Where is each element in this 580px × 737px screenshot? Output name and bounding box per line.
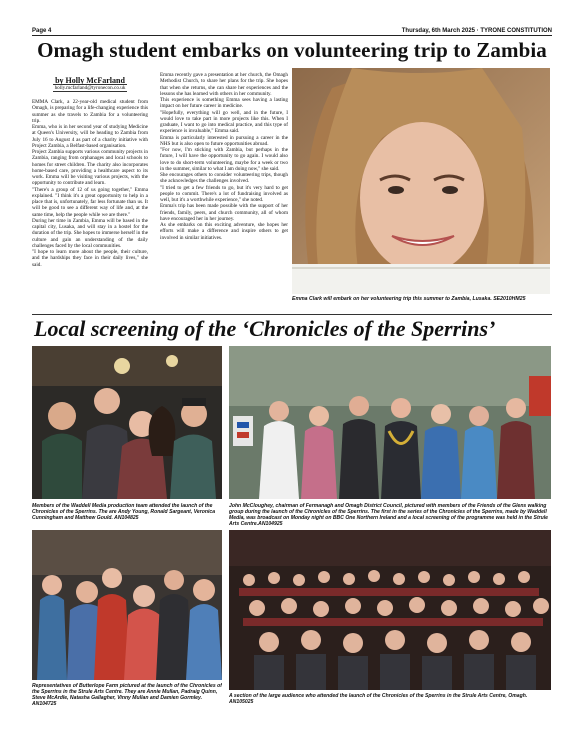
author-email[interactable] bbox=[32, 85, 148, 91]
story-column-1 bbox=[32, 72, 148, 314]
page-header bbox=[32, 24, 552, 36]
story-headline-sperrins: Local screening of the ‘Chronicles of the Sperrins’ bbox=[34, 316, 496, 341]
photo-waddell-team bbox=[32, 346, 222, 499]
author-email-link[interactable]: holly.mcfarland@tyronecon.co.uk bbox=[54, 85, 126, 91]
byline: by Holly McFarland bbox=[55, 76, 125, 85]
photo-butterlope-farm bbox=[32, 530, 222, 680]
section-divider bbox=[32, 314, 552, 315]
photo-friends-of-glens bbox=[229, 346, 551, 499]
paragraph: Emma recently gave a presentation at her church, the Omagh Methodist Church, to share her plans for the trip. She hopes that when she returns, she can share her experiences and the lessons she has learned with others in her community. bbox=[160, 72, 288, 97]
photo-emma-clark bbox=[292, 68, 550, 294]
paragraph: "For now, I'm sticking with Zambia, but perhaps in the future, I will have the opportunity to go again. I would also love to do short-term volunteering, maybe for a week or two in the summer, similar to what I am doing now," she said. bbox=[160, 147, 288, 172]
photo-caption-waddell: Members of the Waddell Media production team attended the launch of the Chronicles of the Sperrins. The are Andy Young, Ronald Sargeant, Veronica Cunningham and Matthew Gould. AN104825 bbox=[32, 503, 216, 521]
paragraph: She encourages others to consider volunteering trips, though she acknowledges the challenges involved. bbox=[160, 172, 288, 185]
story-headline-zambia: Omagh student embarks on volunteering trip to Zambia bbox=[37, 38, 547, 62]
paragraph: "Hopefully, everything will go well, and in the future, I would love to take part in more projects like this. When I graduate, I want to go into medical practice, and this type of experience is invaluable," Emma said. bbox=[160, 109, 288, 135]
paragraph: Emma's trip has been made possible with the support of her friends, family, peers, and church community, all of whom have encouraged her in her journey. bbox=[160, 203, 288, 222]
photo-caption-audience: A section of the large audience who attended the launch of the Chronicles of the Sperrins in the Strule Arts Centre, Omagh. AN105025 bbox=[229, 693, 528, 705]
photo-caption-friends: John McCloughey, chairman of Fermanagh and Omagh District Council, pictured with members of the Friends of the Glens walking group during the launch of the Chronicles of the Sperrins. The first in the series of the Chronicles of the Sperrins, made by Waddell Media, was broadcast on Monday night on BBC One Northern Ireland and a local screening of the programme was held in the Strule Arts Centre.AN104925 bbox=[229, 503, 548, 527]
paragraph: Project Zambia supports various community projects in Zambia, ranging from orphanages and local schools to homes for street children. The charity also incorporates home-based care, providing a healthcare aspect to its work. Emma will be visiting various projects, with the opportunity to contribute and learn. bbox=[32, 149, 148, 187]
photo-caption-emma: Emma Clark will embark on her volunteering trip this summer to Zambia, Lusaka. SE2010HM25 bbox=[292, 296, 526, 302]
paragraph: EMMA Clark, a 22-year-old medical student from Omagh, is preparing for a life-changing experience this summer as she travels to Zambia for a volunteering trip. bbox=[32, 99, 148, 124]
story-column-2 bbox=[160, 72, 288, 314]
paragraph: As she embarks on this exciting adventure, she hopes her efforts will make a difference and inspire others to get involved in similar initiatives. bbox=[160, 222, 288, 241]
photo-audience bbox=[229, 530, 551, 690]
page-number: Page 4 bbox=[32, 28, 52, 34]
issue-date: Thursday, 6th March 2025 · TYRONE CONSTITUTION bbox=[401, 28, 552, 34]
paragraph: During her time in Zambia, Emma will be based in the capital city, Lusaka, and will stay in a hostel for the duration of the trip. She hopes to immerse herself in the culture and gain an understanding of the daily challenges faced by the local communities. bbox=[32, 217, 148, 249]
paragraph: Emma is particularly interested in pursuing a career in the NHS but is also open to future opportunities abroad. bbox=[160, 134, 288, 147]
paragraph: "I hope to learn more about the people, their culture, and the hardships they face in their daily lives," she said. bbox=[32, 249, 148, 268]
photo-caption-butterlope: Representatives of Butterlope Farm pictured at the launch of the Chronicles of the Sperrins in the Strule Arts Centre. They are Annie Mullan, Padraig Quinn, Steve McArdle, Natasha Gallagher, Vinny Mullan and Damien Gormley. AN104725 bbox=[32, 683, 222, 707]
paragraph: Emma, who is in her second year of studying Medicine at Queen's University, will be heading to Zambia from July 16 to August 4 as part of a charity initiative with Project Zambia, a Belfast-based organisation. bbox=[32, 124, 148, 149]
paragraph: "There's a group of 12 of us going together," Emma explained. "I think it's a great opportunity to help in a place that is, unfortunately, far less fortunate than us. It will be good to see a different way of life and, at the same time, help the people while we are there." bbox=[32, 186, 148, 218]
paragraph: This experience is something Emma sees having a lasting impact on her future career in medicine. bbox=[160, 97, 288, 110]
paragraph: "I tried to get a few friends to go, but it's very hard to get people to commit. There's a lot of fundraising involved as well, but it's a worthwhile experience," she noted. bbox=[160, 184, 288, 203]
